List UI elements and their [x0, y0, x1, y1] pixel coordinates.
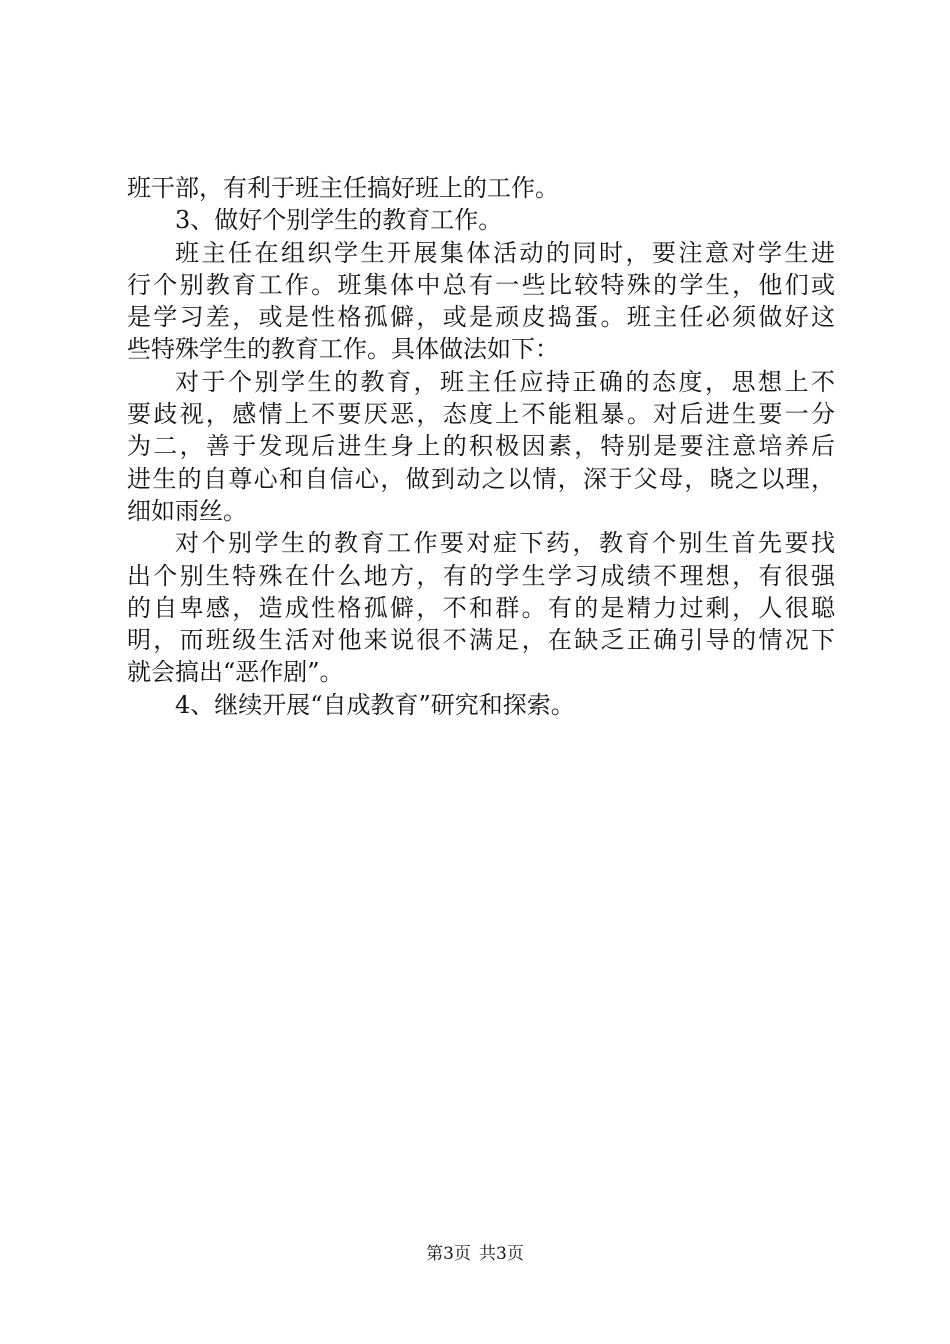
text-line: 进生的自尊心和自信心，做到动之以情，深于父母，晓之以理，: [127, 464, 835, 493]
text-line: 是学习差，或是性格孤僻，或是顽皮捣蛋。班主任必须做好这: [127, 303, 835, 332]
text-line: 出个别生特殊在什么地方，有的学生学习成绩不理想，有很强: [127, 561, 835, 590]
text-line: 的自卑感，造成性格孤僻，不和群。有的是精力过剩，人很聪: [127, 593, 835, 622]
section-heading: 4、继续开展“自成教育”研究和探索。: [175, 690, 575, 719]
page-footer: [0, 1243, 950, 1265]
text-line: 对个别学生的教育工作要对症下药，教育个别生首先要找: [175, 529, 835, 558]
page-number-total: 共3页: [479, 1244, 524, 1264]
document-body: [127, 172, 835, 721]
text-line: 对于个别学生的教育，班主任应持正确的态度，思想上不: [175, 367, 835, 396]
section-heading: 3、做好个别学生的教育工作。: [175, 206, 503, 235]
text-line: 班主任在组织学生开展集体活动的同时，要注意对学生进: [175, 238, 835, 267]
text-line: 就会搞出“恶作剧”。: [127, 658, 344, 687]
text-line: 为二，善于发现后进生身上的积极因素，特别是要注意培养后: [127, 432, 835, 461]
text-line: 班干部，有利于班主任搞好班上的工作。: [127, 174, 559, 202]
text-line: 些特殊学生的教育工作。具体做法如下：: [127, 335, 559, 364]
text-line: 要歧视，感情上不要厌恶，态度上不能粗暴。对后进生要一分: [127, 400, 835, 429]
text-line: 明，而班级生活对他来说很不满足，在缺乏正确引导的情况下: [127, 626, 835, 655]
page-number-current: 第3页: [426, 1244, 471, 1264]
text-line: 细如雨丝。: [127, 496, 247, 525]
text-line: 行个别教育工作。班集体中总有一些比较特殊的学生，他们或: [127, 270, 835, 299]
